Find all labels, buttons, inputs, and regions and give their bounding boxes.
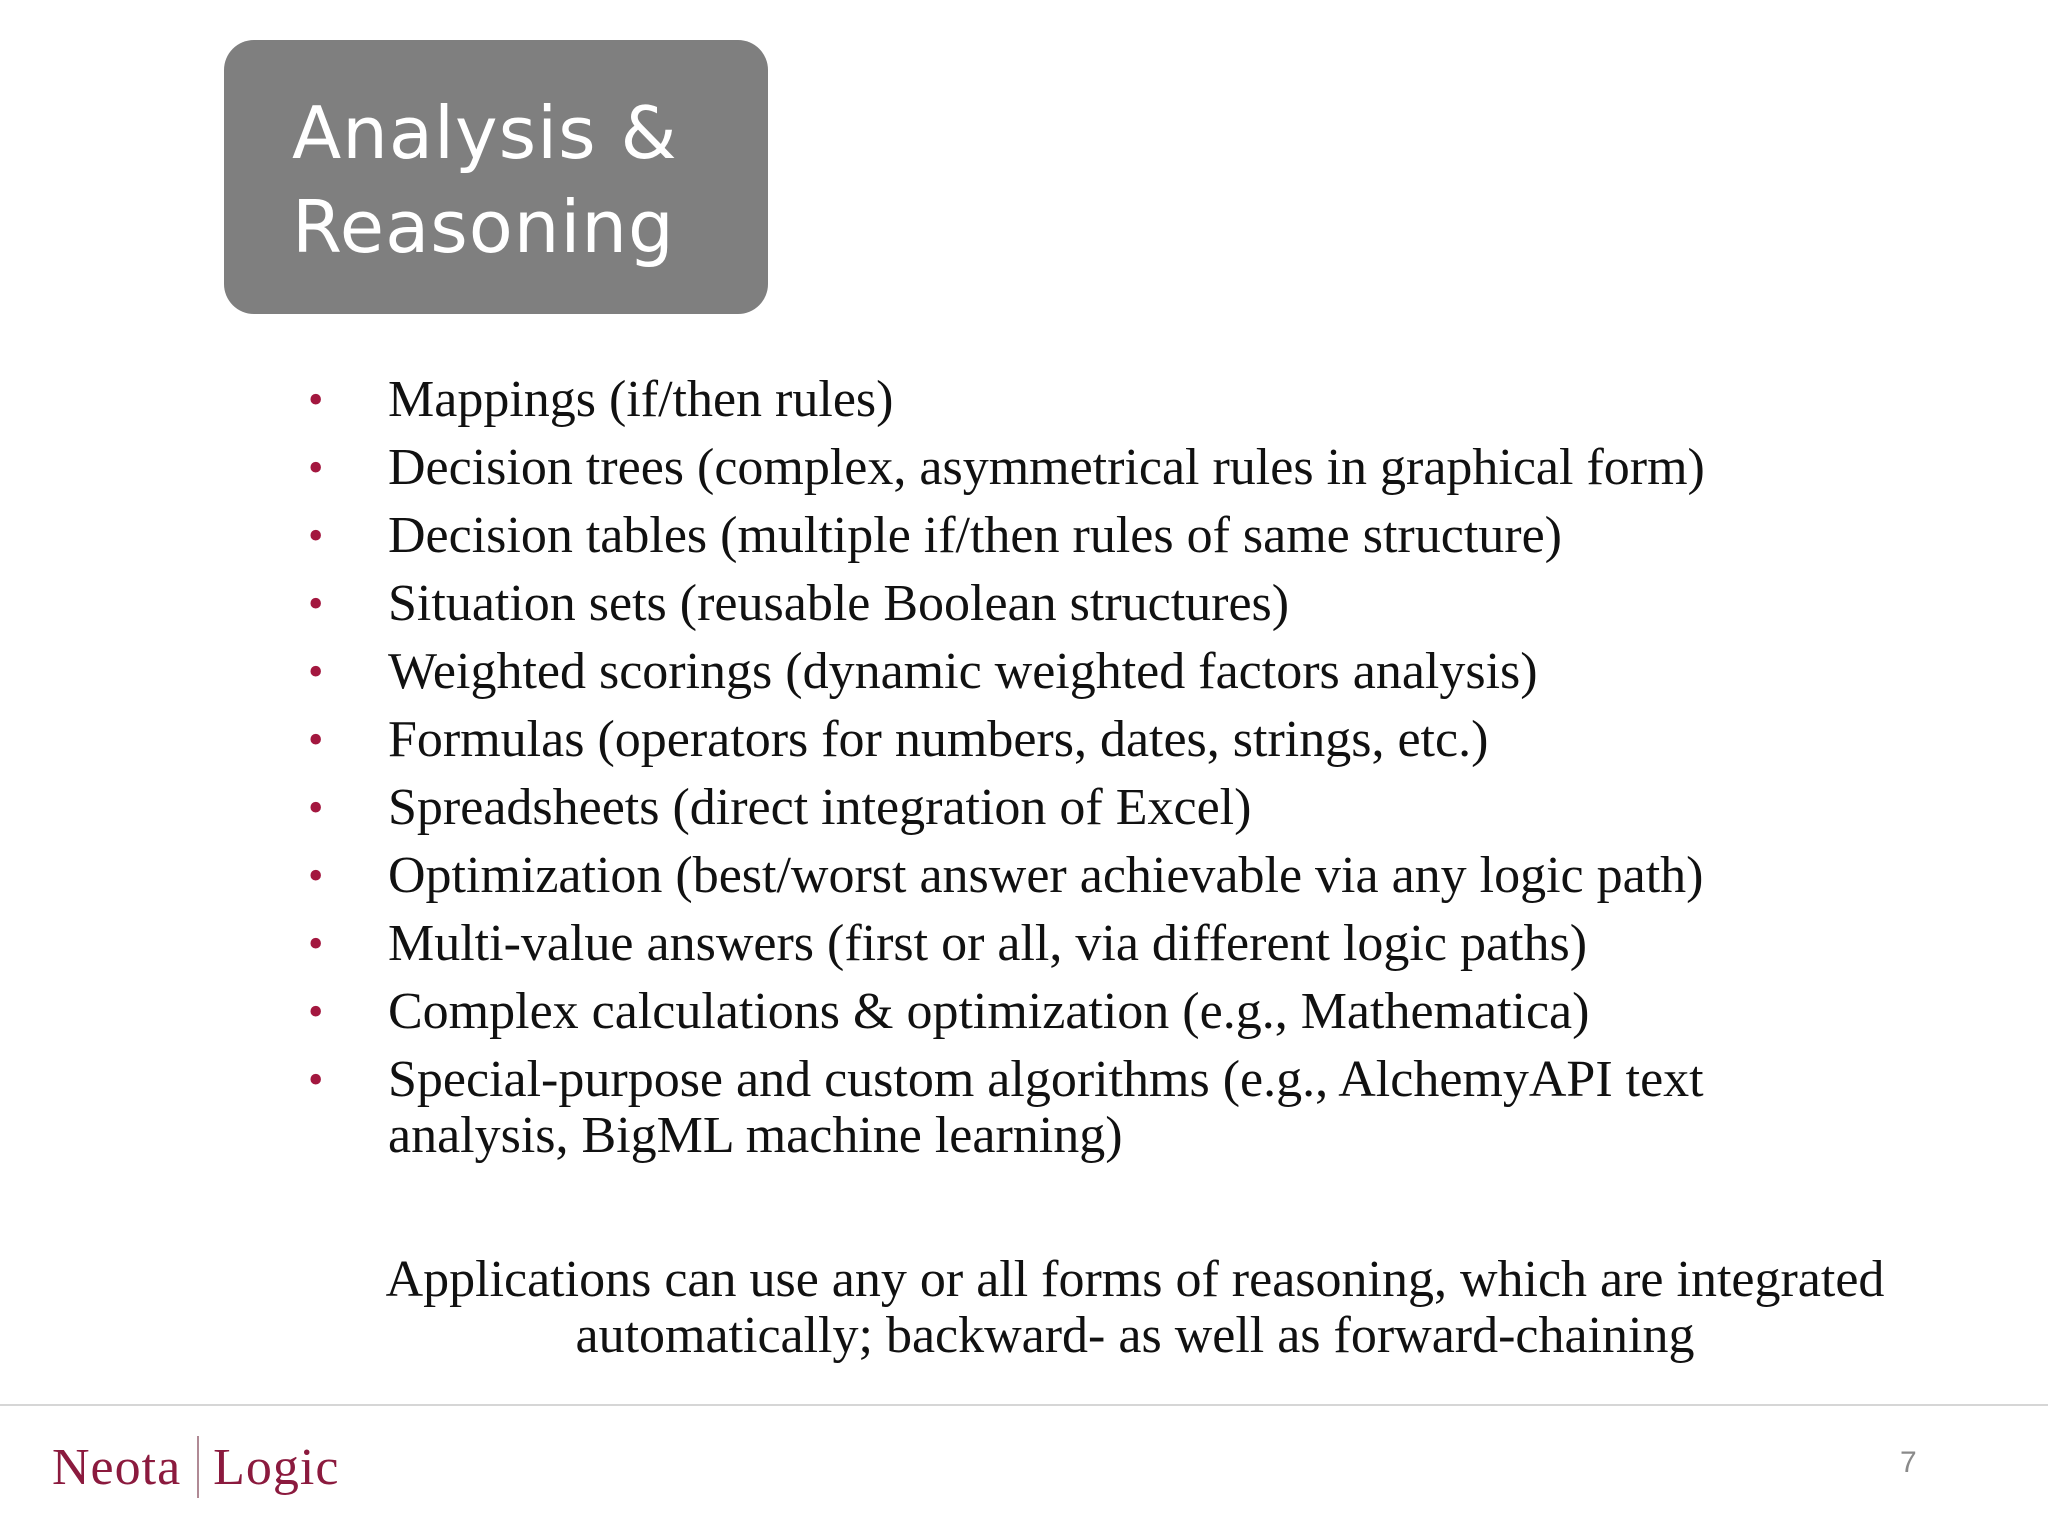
bullet-item xyxy=(300,780,1860,836)
bullet-marker: • xyxy=(308,375,324,424)
bullet-marker: • xyxy=(308,783,324,832)
bullet-item xyxy=(300,576,1860,632)
logo-word-neota: Neota xyxy=(52,1438,182,1496)
bullet-text: Special-purpose and custom algorithms (e.g., AlchemyAPI text analysis, BigML machine learning) xyxy=(388,1051,1704,1164)
page-number: 7 xyxy=(1900,1446,1917,1479)
bullet-marker: • xyxy=(308,919,324,968)
bullet-item xyxy=(300,712,1860,768)
logo-word-logic: Logic xyxy=(213,1438,340,1496)
summary-line-1: Applications can use any or all forms of reasoning, which are integrated xyxy=(385,1251,1885,1308)
bullet-marker: • xyxy=(308,511,324,560)
summary-text xyxy=(280,1252,1990,1364)
bullet-text: Formulas (operators for numbers, dates, strings, etc.) xyxy=(388,711,1489,768)
bullet-item xyxy=(300,1052,1860,1164)
bullet-text: Decision tables (multiple if/then rules of same structure) xyxy=(388,507,1562,564)
title-line-1: Analysis & xyxy=(292,91,678,175)
bullet-marker: • xyxy=(308,987,324,1036)
bullet-text: Mappings (if/then rules) xyxy=(388,371,894,428)
bullet-item xyxy=(300,848,1860,904)
bullet-marker: • xyxy=(308,851,324,900)
title-line-2: Reasoning xyxy=(292,185,675,269)
bullet-text: Weighted scorings (dynamic weighted factors analysis) xyxy=(388,643,1538,700)
bullet-item xyxy=(300,644,1860,700)
bullet-marker: • xyxy=(308,647,324,696)
bullet-item xyxy=(300,440,1860,496)
bullet-item xyxy=(300,508,1860,564)
bullet-list xyxy=(300,372,1860,1176)
bullet-text: Spreadsheets (direct integration of Excel) xyxy=(388,779,1252,836)
bullet-item xyxy=(300,916,1860,972)
bullet-text: Decision trees (complex, asymmetrical rules in graphical form) xyxy=(388,439,1705,496)
logo-separator xyxy=(197,1436,199,1498)
bullet-text: Optimization (best/worst answer achievable via any logic path) xyxy=(388,847,1704,904)
bullet-text: Multi-value answers (first or all, via different logic paths) xyxy=(388,915,1588,972)
bullet-text: Situation sets (reusable Boolean structures) xyxy=(388,575,1290,632)
footer-divider xyxy=(0,1404,2048,1406)
title-box xyxy=(224,40,768,314)
neota-logic-logo xyxy=(52,1434,339,1500)
bullet-text: Complex calculations & optimization (e.g., Mathematica) xyxy=(388,983,1590,1040)
bullet-marker: • xyxy=(308,715,324,764)
bullet-item xyxy=(300,372,1860,428)
bullet-marker: • xyxy=(308,443,324,492)
bullet-marker: • xyxy=(308,1055,324,1104)
bullet-item xyxy=(300,984,1860,1040)
bullet-marker: • xyxy=(308,579,324,628)
summary-line-2: automatically; backward- as well as forward-chaining xyxy=(575,1307,1695,1364)
